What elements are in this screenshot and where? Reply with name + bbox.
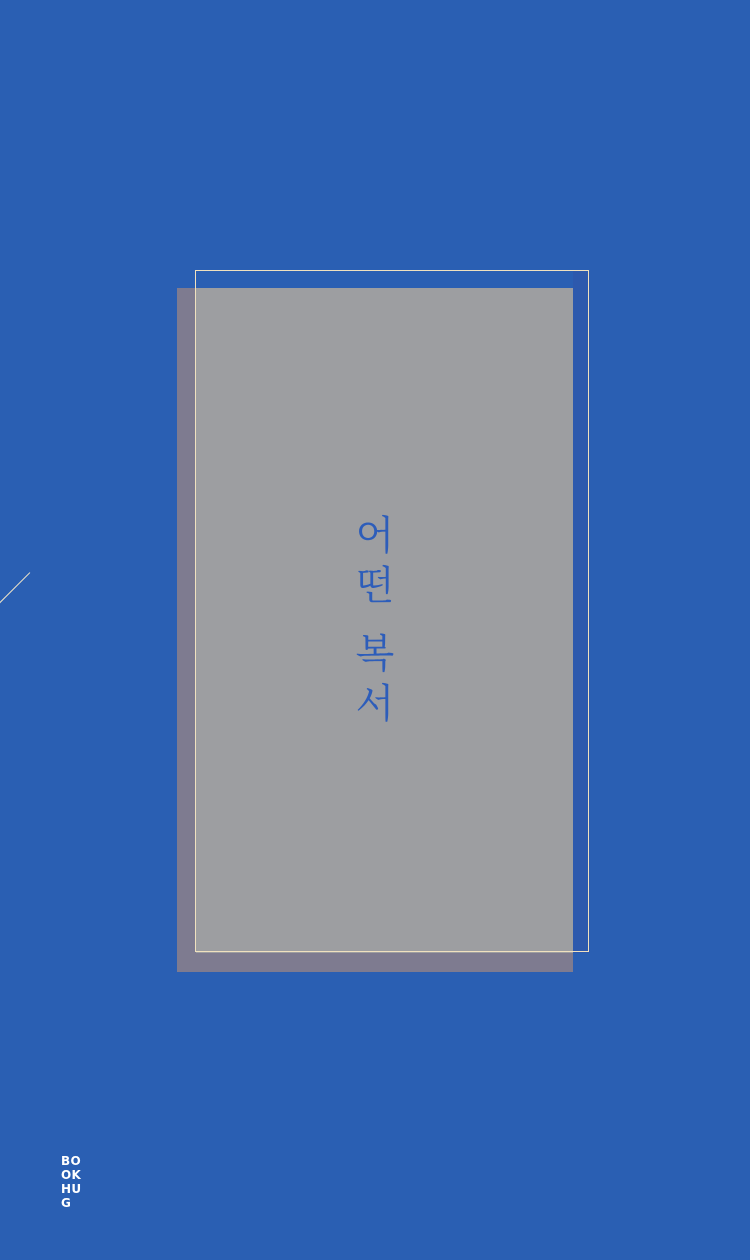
brand-line: BO [61, 1154, 81, 1168]
title-char: 복 [355, 631, 395, 677]
title-word-1 [345, 512, 405, 612]
title-word-2 [345, 630, 405, 730]
brand-line: OK [61, 1168, 82, 1182]
title-char: 서 [355, 681, 395, 727]
brand-logo [61, 1154, 81, 1210]
brand-line: HU [61, 1182, 82, 1196]
decorative-diagonal-line [0, 572, 30, 607]
title-char: 떤 [355, 563, 395, 609]
brand-line: G [61, 1196, 72, 1210]
title-gap [345, 612, 405, 630]
book-title [345, 512, 405, 730]
cover-panel-side [573, 271, 590, 953]
title-char: 어 [355, 513, 395, 559]
